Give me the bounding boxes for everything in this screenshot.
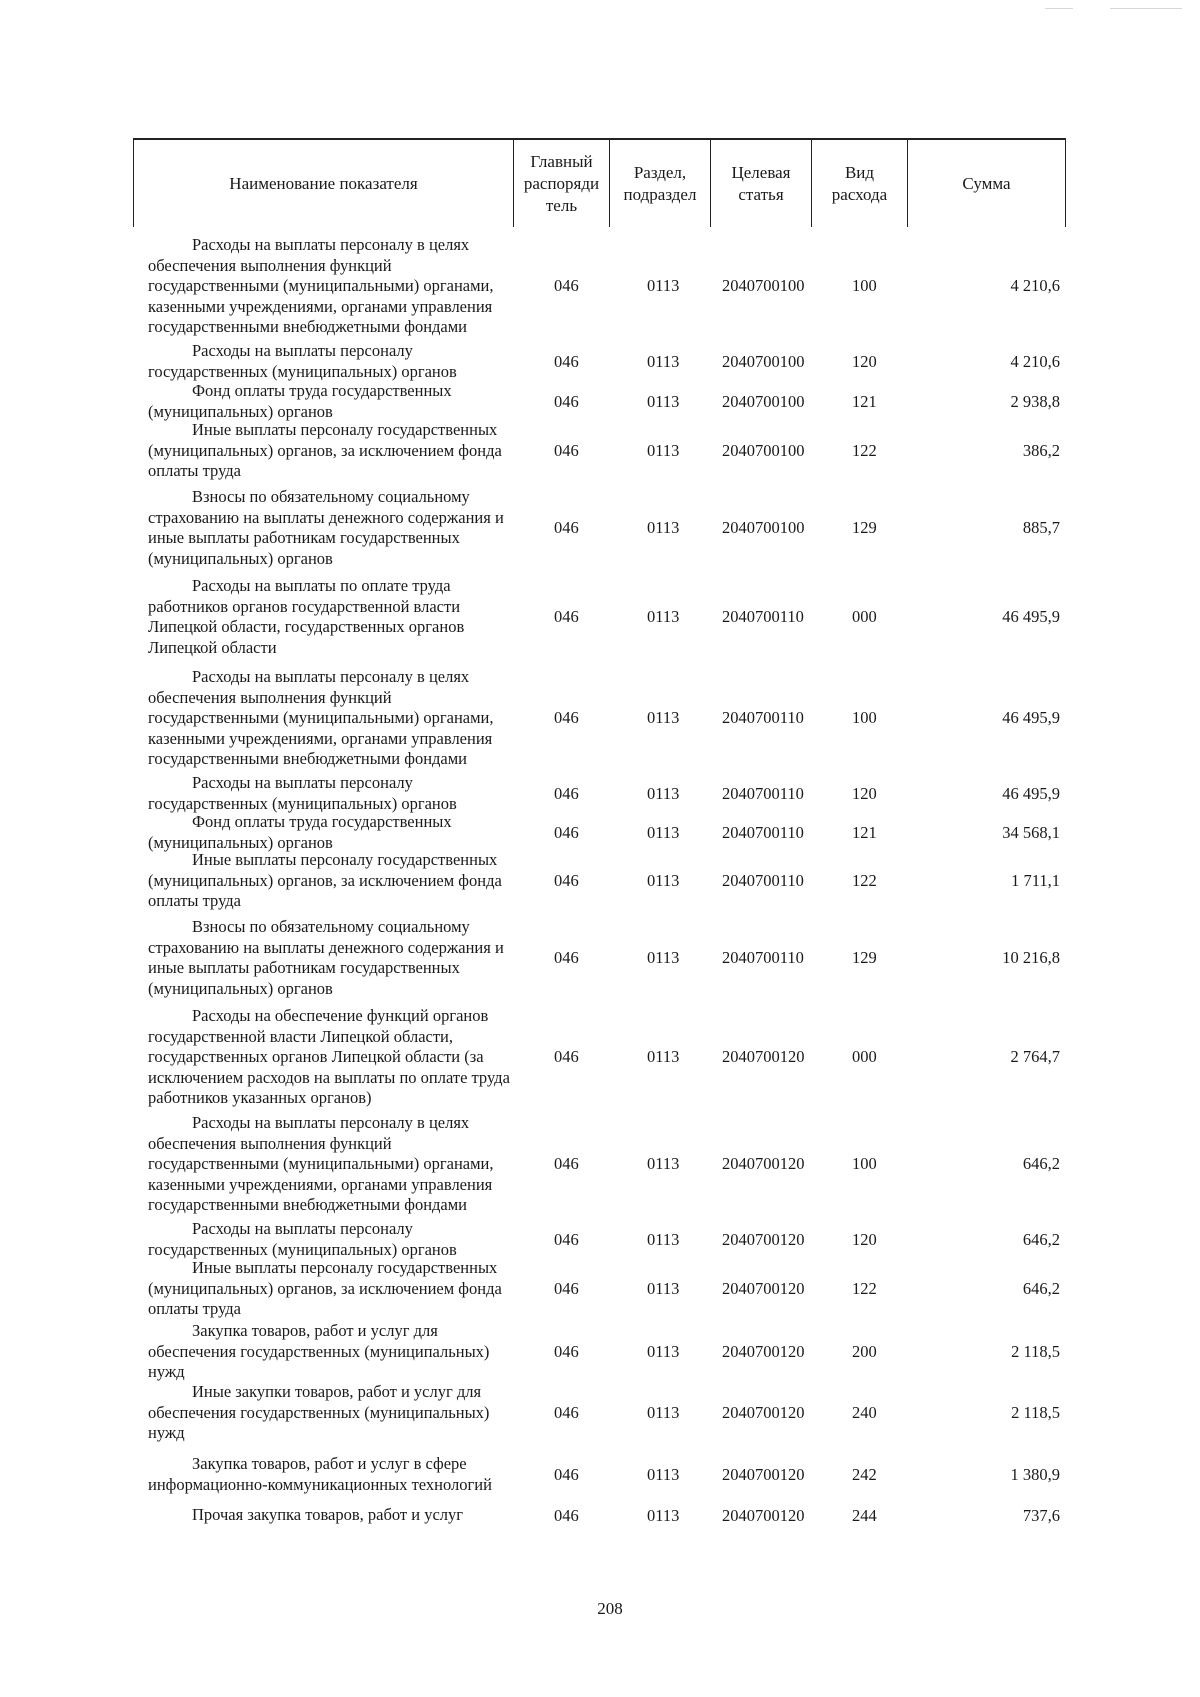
indicator-name-cell: Закупка товаров, работ и услуг для обеспечения государственных (муниципальных) нужд	[148, 1321, 490, 1381]
amount-cell: 46 495,9	[1002, 784, 1060, 803]
expense-type-cell: 120	[852, 1230, 877, 1249]
section-cell: 0113	[647, 948, 680, 967]
amount-cell: 34 568,1	[1002, 823, 1060, 842]
expense-type-cell: 120	[852, 784, 877, 803]
amount-cell: 4 210,6	[1010, 276, 1060, 295]
expense-type-cell: 120	[852, 352, 877, 371]
expense-type-cell: 129	[852, 948, 877, 967]
main-manager-cell: 046	[554, 708, 579, 727]
target-item-cell: 2040700120	[722, 1403, 805, 1422]
indicator-name-cell: Иные выплаты персоналу государственных (муниципальных) органов, за исключением фонда оплаты труда	[148, 850, 502, 910]
main-manager-cell: 046	[554, 1047, 579, 1066]
main-manager-cell: 046	[554, 1465, 579, 1484]
main-manager-cell: 046	[554, 1279, 579, 1298]
table-row	[0, 667, 1200, 769]
section-cell: 0113	[647, 1154, 680, 1173]
table-row	[0, 381, 1200, 422]
table-row	[0, 1258, 1200, 1319]
indicator-name-cell: Расходы на выплаты персоналу в целях обеспечения выполнения функций государственными (муниципальными) органами, казенными учреждениями, органами управления государственными внебюджетными фондами	[148, 667, 494, 768]
expense-type-cell: 244	[852, 1506, 877, 1525]
target-item-cell: 2040700110	[722, 607, 804, 626]
main-manager-cell: 046	[554, 871, 579, 890]
section-cell: 0113	[647, 1403, 680, 1422]
table-row	[0, 917, 1200, 999]
section-cell: 0113	[647, 1230, 680, 1249]
section-cell: 0113	[647, 441, 680, 460]
amount-cell: 1 380,9	[1010, 1465, 1060, 1484]
section-cell: 0113	[647, 352, 680, 371]
indicator-name-cell: Расходы на выплаты персоналу в целях обеспечения выполнения функций государственными (муниципальными) органами, казенными учреждениями, органами управления государственными внебюджетными фондами	[148, 1113, 494, 1214]
amount-cell: 4 210,6	[1010, 352, 1060, 371]
table-row	[0, 1006, 1200, 1108]
section-cell: 0113	[647, 1279, 680, 1298]
main-manager-cell: 046	[554, 823, 579, 842]
table-row	[0, 420, 1200, 481]
main-manager-cell: 046	[554, 948, 579, 967]
target-item-cell: 2040700120	[722, 1279, 805, 1298]
main-manager-cell: 046	[554, 276, 579, 295]
expense-type-cell: 129	[852, 518, 877, 537]
indicator-name-cell: Иные закупки товаров, работ и услуг для обеспечения государственных (муниципальных) нужд	[148, 1382, 490, 1442]
amount-cell: 1 711,1	[1011, 871, 1060, 890]
expense-type-cell: 122	[852, 871, 877, 890]
target-item-cell: 2040700120	[722, 1154, 805, 1173]
main-manager-cell: 046	[554, 392, 579, 411]
indicator-name-cell: Расходы на выплаты персоналу государственных (муниципальных) органов	[148, 1219, 457, 1259]
main-manager-cell: 046	[554, 1403, 579, 1422]
section-cell: 0113	[647, 708, 680, 727]
amount-cell: 386,2	[1022, 441, 1060, 460]
section-cell: 0113	[647, 1047, 680, 1066]
table-row	[0, 1454, 1200, 1495]
section-cell: 0113	[647, 784, 680, 803]
amount-cell: 646,2	[1022, 1230, 1060, 1249]
indicator-name-cell: Фонд оплаты труда государственных (муниципальных) органов	[148, 381, 452, 421]
main-manager-cell: 046	[554, 1230, 579, 1249]
table-row	[0, 1505, 1200, 1526]
column-header-target-item: Целевая статья	[710, 140, 811, 227]
main-manager-cell: 046	[554, 1342, 579, 1361]
table-row	[0, 812, 1200, 853]
indicator-name-cell: Расходы на обеспечение функций органов государственной власти Липецкой области, государственных органов Липецкой области (за исключением расходов на выплаты по оплате труда работников указанных органов)	[148, 1006, 510, 1107]
target-item-cell: 2040700120	[722, 1506, 805, 1525]
main-manager-cell: 046	[554, 441, 579, 460]
amount-cell: 885,7	[1022, 518, 1060, 537]
expense-type-cell: 122	[852, 441, 877, 460]
main-manager-cell: 046	[554, 607, 579, 626]
expense-type-cell: 121	[852, 392, 877, 411]
main-manager-cell: 046	[554, 1506, 579, 1525]
section-cell: 0113	[647, 392, 680, 411]
indicator-name-cell: Расходы на выплаты персоналу государственных (муниципальных) органов	[148, 341, 457, 381]
main-manager-cell: 046	[554, 1154, 579, 1173]
indicator-name-cell: Расходы на выплаты по оплате труда работников органов государственной власти Липецкой области, государственных органов Липецкой области	[148, 576, 465, 657]
section-cell: 0113	[647, 1465, 680, 1484]
amount-cell: 2 764,7	[1010, 1047, 1060, 1066]
column-header-main-manager: Главный распоряди тель	[513, 140, 609, 227]
expense-type-cell: 100	[852, 708, 877, 727]
table-row	[0, 1321, 1200, 1382]
amount-cell: 737,6	[1022, 1506, 1060, 1525]
column-header-amount: Сумма	[907, 140, 1065, 227]
table-row	[0, 850, 1200, 911]
indicator-name-cell: Расходы на выплаты персоналу в целях обеспечения выполнения функций государственными (муниципальными) органами, казенными учреждениями, органами управления государственными внебюджетными фондами	[148, 235, 494, 336]
table-header	[133, 138, 1066, 227]
expense-type-cell: 100	[852, 1154, 877, 1173]
main-manager-cell: 046	[554, 784, 579, 803]
target-item-cell: 2040700100	[722, 518, 805, 537]
indicator-name-cell: Взносы по обязательному социальному страхованию на выплаты денежного содержания и иные выплаты работникам государственных (муниципальных) органов	[148, 487, 504, 568]
target-item-cell: 2040700120	[722, 1047, 805, 1066]
table-row	[0, 341, 1200, 382]
target-item-cell: 2040700100	[722, 352, 805, 371]
column-header-name: Наименование показателя	[133, 140, 513, 227]
indicator-name-cell: Закупка товаров, работ и услуг в сфере информационно-коммуникационных технологий	[148, 1454, 492, 1494]
amount-cell: 646,2	[1022, 1279, 1060, 1298]
target-item-cell: 2040700100	[722, 392, 805, 411]
main-manager-cell: 046	[554, 518, 579, 537]
table-row	[0, 1113, 1200, 1215]
expense-type-cell: 000	[852, 607, 877, 626]
section-cell: 0113	[647, 607, 680, 626]
table-row	[0, 235, 1200, 337]
scan-artifact	[1045, 8, 1073, 9]
expense-type-cell: 122	[852, 1279, 877, 1298]
amount-cell: 2 938,8	[1010, 392, 1060, 411]
target-item-cell: 2040700110	[722, 948, 804, 967]
expense-type-cell: 000	[852, 1047, 877, 1066]
amount-cell: 2 118,5	[1011, 1403, 1060, 1422]
expense-type-cell: 100	[852, 276, 877, 295]
target-item-cell: 2040700110	[722, 708, 804, 727]
page-number: 208	[597, 1599, 623, 1618]
section-cell: 0113	[647, 518, 680, 537]
scan-artifact	[1110, 8, 1182, 9]
main-manager-cell: 046	[554, 352, 579, 371]
column-header-expense-type: Вид расхода	[811, 140, 907, 227]
amount-cell: 10 216,8	[1002, 948, 1060, 967]
table-row	[0, 773, 1200, 814]
section-cell: 0113	[647, 1342, 680, 1361]
column-header-section: Раздел, подраздел	[609, 140, 710, 227]
amount-cell: 2 118,5	[1011, 1342, 1060, 1361]
indicator-name-cell: Прочая закупка товаров, работ и услуг	[192, 1505, 464, 1524]
indicator-name-cell: Расходы на выплаты персоналу государственных (муниципальных) органов	[148, 773, 457, 813]
section-cell: 0113	[647, 871, 680, 890]
target-item-cell: 2040700110	[722, 871, 804, 890]
section-cell: 0113	[647, 823, 680, 842]
target-item-cell: 2040700110	[722, 784, 804, 803]
amount-cell: 646,2	[1022, 1154, 1060, 1173]
amount-cell: 46 495,9	[1002, 708, 1060, 727]
expense-type-cell: 242	[852, 1465, 877, 1484]
target-item-cell: 2040700110	[722, 823, 804, 842]
amount-cell: 46 495,9	[1002, 607, 1060, 626]
target-item-cell: 2040700100	[722, 441, 805, 460]
section-cell: 0113	[647, 1506, 680, 1525]
expense-type-cell: 121	[852, 823, 877, 842]
expense-type-cell: 200	[852, 1342, 877, 1361]
table-row	[0, 1219, 1200, 1260]
table-row	[0, 1382, 1200, 1443]
indicator-name-cell: Иные выплаты персоналу государственных (муниципальных) органов, за исключением фонда оплаты труда	[148, 1258, 502, 1318]
target-item-cell: 2040700120	[722, 1230, 805, 1249]
table-row	[0, 576, 1200, 658]
indicator-name-cell: Фонд оплаты труда государственных (муниципальных) органов	[148, 812, 452, 852]
indicator-name-cell: Взносы по обязательному социальному страхованию на выплаты денежного содержания и иные выплаты работникам государственных (муниципальных) органов	[148, 917, 504, 998]
section-cell: 0113	[647, 276, 680, 295]
expense-type-cell: 240	[852, 1403, 877, 1422]
table-row	[0, 487, 1200, 569]
target-item-cell: 2040700120	[722, 1465, 805, 1484]
target-item-cell: 2040700120	[722, 1342, 805, 1361]
target-item-cell: 2040700100	[722, 276, 805, 295]
indicator-name-cell: Иные выплаты персоналу государственных (муниципальных) органов, за исключением фонда оплаты труда	[148, 420, 502, 480]
